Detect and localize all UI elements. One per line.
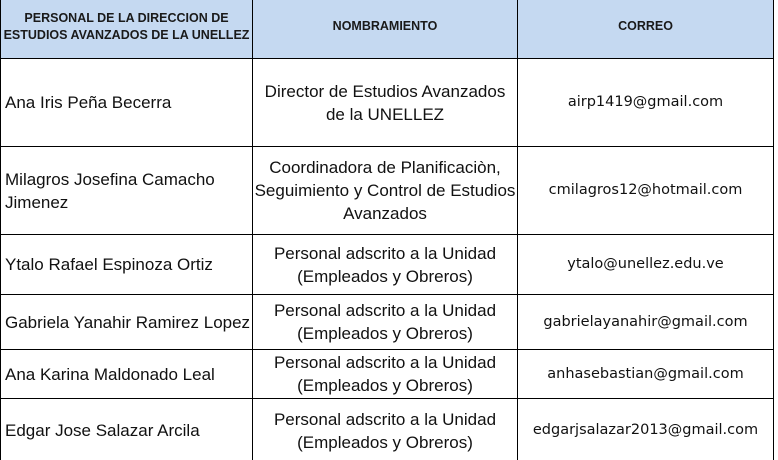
staff-role: Personal adscrito a la Unidad (Empleados y Obreros) (253, 350, 518, 399)
staff-email: anhasebastian@gmail.com (518, 350, 774, 399)
header-nombramiento: NOMBRAMIENTO (253, 0, 518, 59)
staff-role: Personal adscrito a la Unidad (Empleados y Obreros) (253, 295, 518, 350)
header-personal: PERSONAL DE LA DIRECCION DE ESTUDIOS AVANZADOS DE LA UNELLEZ (1, 0, 253, 59)
staff-role: Personal adscrito a la Unidad (Empleados y Obreros) (253, 235, 518, 295)
staff-email: ytalo@unellez.edu.ve (518, 235, 774, 295)
staff-role: Coordinadora de Planificaciòn, Seguimiento y Control de Estudios Avanzados (253, 147, 518, 235)
table-row (1, 147, 774, 235)
header-row (1, 0, 774, 59)
staff-name: Gabriela Yanahir Ramirez Lopez (1, 295, 253, 350)
staff-name: Ana Karina Maldonado Leal (1, 350, 253, 399)
table-row (1, 295, 774, 350)
staff-role: Personal adscrito a la Unidad (Empleados y Obreros) (253, 399, 518, 460)
staff-email: cmilagros12@hotmail.com (518, 147, 774, 235)
staff-name: Edgar Jose Salazar Arcila (1, 399, 253, 460)
table-row (1, 235, 774, 295)
staff-name: Milagros Josefina Camacho Jimenez (1, 147, 253, 235)
table-row (1, 350, 774, 399)
table-row (1, 399, 774, 460)
staff-role: Director de Estudios Avanzados de la UNELLEZ (253, 59, 518, 147)
staff-email: edgarjsalazar2013@gmail.com (518, 399, 774, 460)
staff-email: airp1419@gmail.com (518, 59, 774, 147)
header-correo: CORREO (518, 0, 774, 59)
table-row (1, 59, 774, 147)
staff-email: gabrielayanahir@gmail.com (518, 295, 774, 350)
staff-name: Ana Iris Peña Becerra (1, 59, 253, 147)
staff-name: Ytalo Rafael Espinoza Ortiz (1, 235, 253, 295)
